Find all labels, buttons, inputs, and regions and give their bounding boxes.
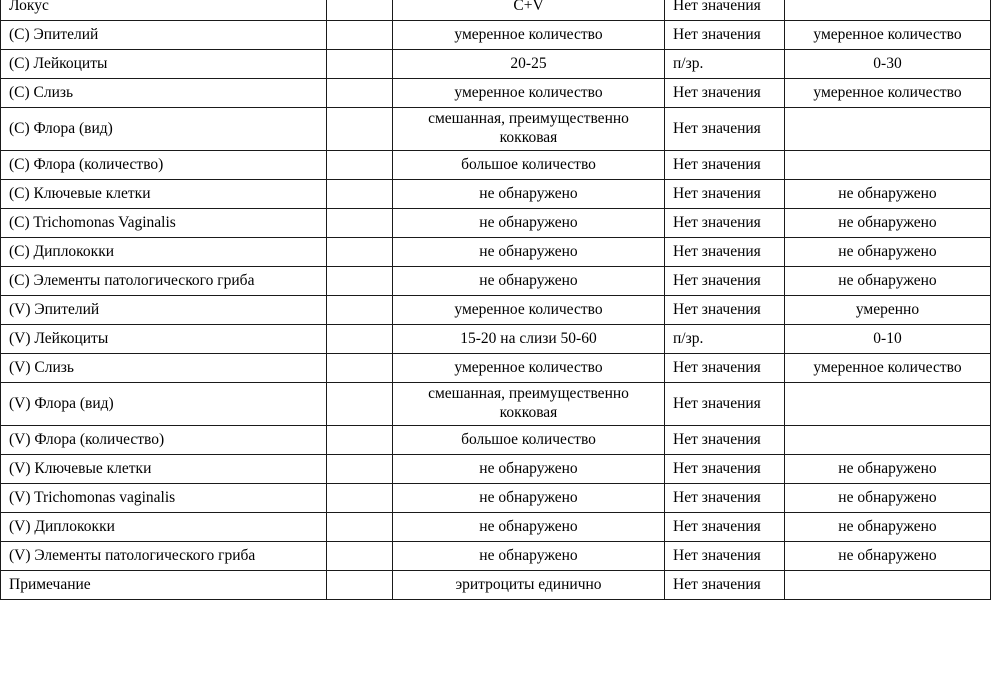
- cell-locus: (V) Лейкоциты: [1, 325, 327, 354]
- cell-spacer: [327, 238, 393, 267]
- cell-units: Нет значения: [665, 108, 785, 151]
- cell-units: Нет значения: [665, 426, 785, 455]
- table-row: [1, 238, 991, 267]
- cell-locus: (V) Слизь: [1, 354, 327, 383]
- cell-spacer: [327, 21, 393, 50]
- cell-reference: не обнаружено: [785, 267, 991, 296]
- cell-spacer: [327, 455, 393, 484]
- cell-reference: не обнаружено: [785, 542, 991, 571]
- cell-reference: [785, 383, 991, 426]
- cell-locus: (V) Флора (вид): [1, 383, 327, 426]
- cell-spacer: [327, 151, 393, 180]
- cell-locus: (V) Trichomonas vaginalis: [1, 484, 327, 513]
- cell-result: не обнаружено: [393, 484, 665, 513]
- cell-units: Нет значения: [665, 238, 785, 267]
- cell-reference: не обнаружено: [785, 238, 991, 267]
- cell-spacer: [327, 180, 393, 209]
- cell-result: не обнаружено: [393, 209, 665, 238]
- cell-spacer: [327, 383, 393, 426]
- cell-units: Нет значения: [665, 383, 785, 426]
- cell-reference: не обнаружено: [785, 513, 991, 542]
- cell-spacer: [327, 209, 393, 238]
- cell-result: не обнаружено: [393, 180, 665, 209]
- cell-spacer: [327, 354, 393, 383]
- cell-spacer: [327, 0, 393, 21]
- table-row: [1, 267, 991, 296]
- cell-units: Нет значения: [665, 79, 785, 108]
- cell-units: Нет значения: [665, 21, 785, 50]
- cell-locus: (V) Эпителий: [1, 296, 327, 325]
- cell-result: не обнаружено: [393, 238, 665, 267]
- table-row: [1, 296, 991, 325]
- cell-locus: (C) Элементы патологического гриба: [1, 267, 327, 296]
- cell-locus: (C) Флора (количество): [1, 151, 327, 180]
- cell-locus: (V) Флора (количество): [1, 426, 327, 455]
- cell-result: умеренное количество: [393, 354, 665, 383]
- cell-units: Нет значения: [665, 296, 785, 325]
- cell-result: умеренное количество: [393, 21, 665, 50]
- cell-units: Нет значения: [665, 455, 785, 484]
- cell-result: не обнаружено: [393, 542, 665, 571]
- table-row: [1, 426, 991, 455]
- cell-reference: умеренное количество: [785, 354, 991, 383]
- table-row: [1, 542, 991, 571]
- table-row: [1, 0, 991, 21]
- table-row: [1, 513, 991, 542]
- cell-spacer: [327, 267, 393, 296]
- cell-reference: не обнаружено: [785, 484, 991, 513]
- cell-units: п/зр.: [665, 50, 785, 79]
- cell-result: эритроциты единично: [393, 571, 665, 600]
- table-row: [1, 108, 991, 151]
- cell-units: Нет значения: [665, 267, 785, 296]
- cell-spacer: [327, 325, 393, 354]
- cell-spacer: [327, 426, 393, 455]
- table-row: [1, 79, 991, 108]
- cell-locus: (C) Диплококки: [1, 238, 327, 267]
- cell-result: 20-25: [393, 50, 665, 79]
- table-row: [1, 383, 991, 426]
- cell-spacer: [327, 513, 393, 542]
- cell-units: Нет значения: [665, 151, 785, 180]
- cell-reference: умеренное количество: [785, 21, 991, 50]
- table-row: [1, 455, 991, 484]
- cell-spacer: [327, 571, 393, 600]
- cell-result: смешанная, преимущественно кокковая: [393, 108, 665, 151]
- cell-units: Нет значения: [665, 571, 785, 600]
- cell-reference: умеренное количество: [785, 79, 991, 108]
- cell-result: C+V: [393, 0, 665, 21]
- cell-locus: (V) Диплококки: [1, 513, 327, 542]
- cell-reference: умеренно: [785, 296, 991, 325]
- cell-spacer: [327, 50, 393, 79]
- cell-result: умеренное количество: [393, 79, 665, 108]
- cell-locus: (C) Ключевые клетки: [1, 180, 327, 209]
- cell-spacer: [327, 484, 393, 513]
- cell-reference: не обнаружено: [785, 455, 991, 484]
- cell-reference: [785, 151, 991, 180]
- cell-locus: (C) Слизь: [1, 79, 327, 108]
- cell-units: Нет значения: [665, 209, 785, 238]
- cell-reference: 0-30: [785, 50, 991, 79]
- table-row: [1, 354, 991, 383]
- cell-units: Нет значения: [665, 484, 785, 513]
- cell-result: умеренное количество: [393, 296, 665, 325]
- table-row: [1, 21, 991, 50]
- lab-results-body: [1, 0, 991, 600]
- table-row: [1, 209, 991, 238]
- cell-locus: Примечание: [1, 571, 327, 600]
- cell-reference: не обнаружено: [785, 209, 991, 238]
- cell-reference: [785, 108, 991, 151]
- table-row: [1, 484, 991, 513]
- cell-units: Нет значения: [665, 0, 785, 21]
- cell-reference: [785, 426, 991, 455]
- cell-reference: 0-10: [785, 325, 991, 354]
- cell-spacer: [327, 542, 393, 571]
- cell-units: Нет значения: [665, 513, 785, 542]
- cell-locus: (C) Лейкоциты: [1, 50, 327, 79]
- cell-reference: не обнаружено: [785, 180, 991, 209]
- cell-spacer: [327, 108, 393, 151]
- cell-units: Нет значения: [665, 180, 785, 209]
- cell-locus: (C) Эпителий: [1, 21, 327, 50]
- cell-units: Нет значения: [665, 354, 785, 383]
- cell-result: большое количество: [393, 426, 665, 455]
- cell-result: не обнаружено: [393, 267, 665, 296]
- table-row: [1, 50, 991, 79]
- cell-result: смешанная, преимущественно кокковая: [393, 383, 665, 426]
- cell-reference: [785, 571, 991, 600]
- cell-locus: Локус: [1, 0, 327, 21]
- cell-result: большое количество: [393, 151, 665, 180]
- cell-result: не обнаружено: [393, 455, 665, 484]
- table-row: [1, 325, 991, 354]
- table-row: [1, 151, 991, 180]
- cell-reference: [785, 0, 991, 21]
- cell-spacer: [327, 79, 393, 108]
- cell-result: не обнаружено: [393, 513, 665, 542]
- table-row: [1, 571, 991, 600]
- cell-locus: (V) Элементы патологического гриба: [1, 542, 327, 571]
- cell-result: 15-20 на слизи 50-60: [393, 325, 665, 354]
- cell-spacer: [327, 296, 393, 325]
- cell-units: п/зр.: [665, 325, 785, 354]
- cell-locus: (C) Trichomonas Vaginalis: [1, 209, 327, 238]
- cell-locus: (V) Ключевые клетки: [1, 455, 327, 484]
- cell-locus: (C) Флора (вид): [1, 108, 327, 151]
- table-row: [1, 180, 991, 209]
- cell-units: Нет значения: [665, 542, 785, 571]
